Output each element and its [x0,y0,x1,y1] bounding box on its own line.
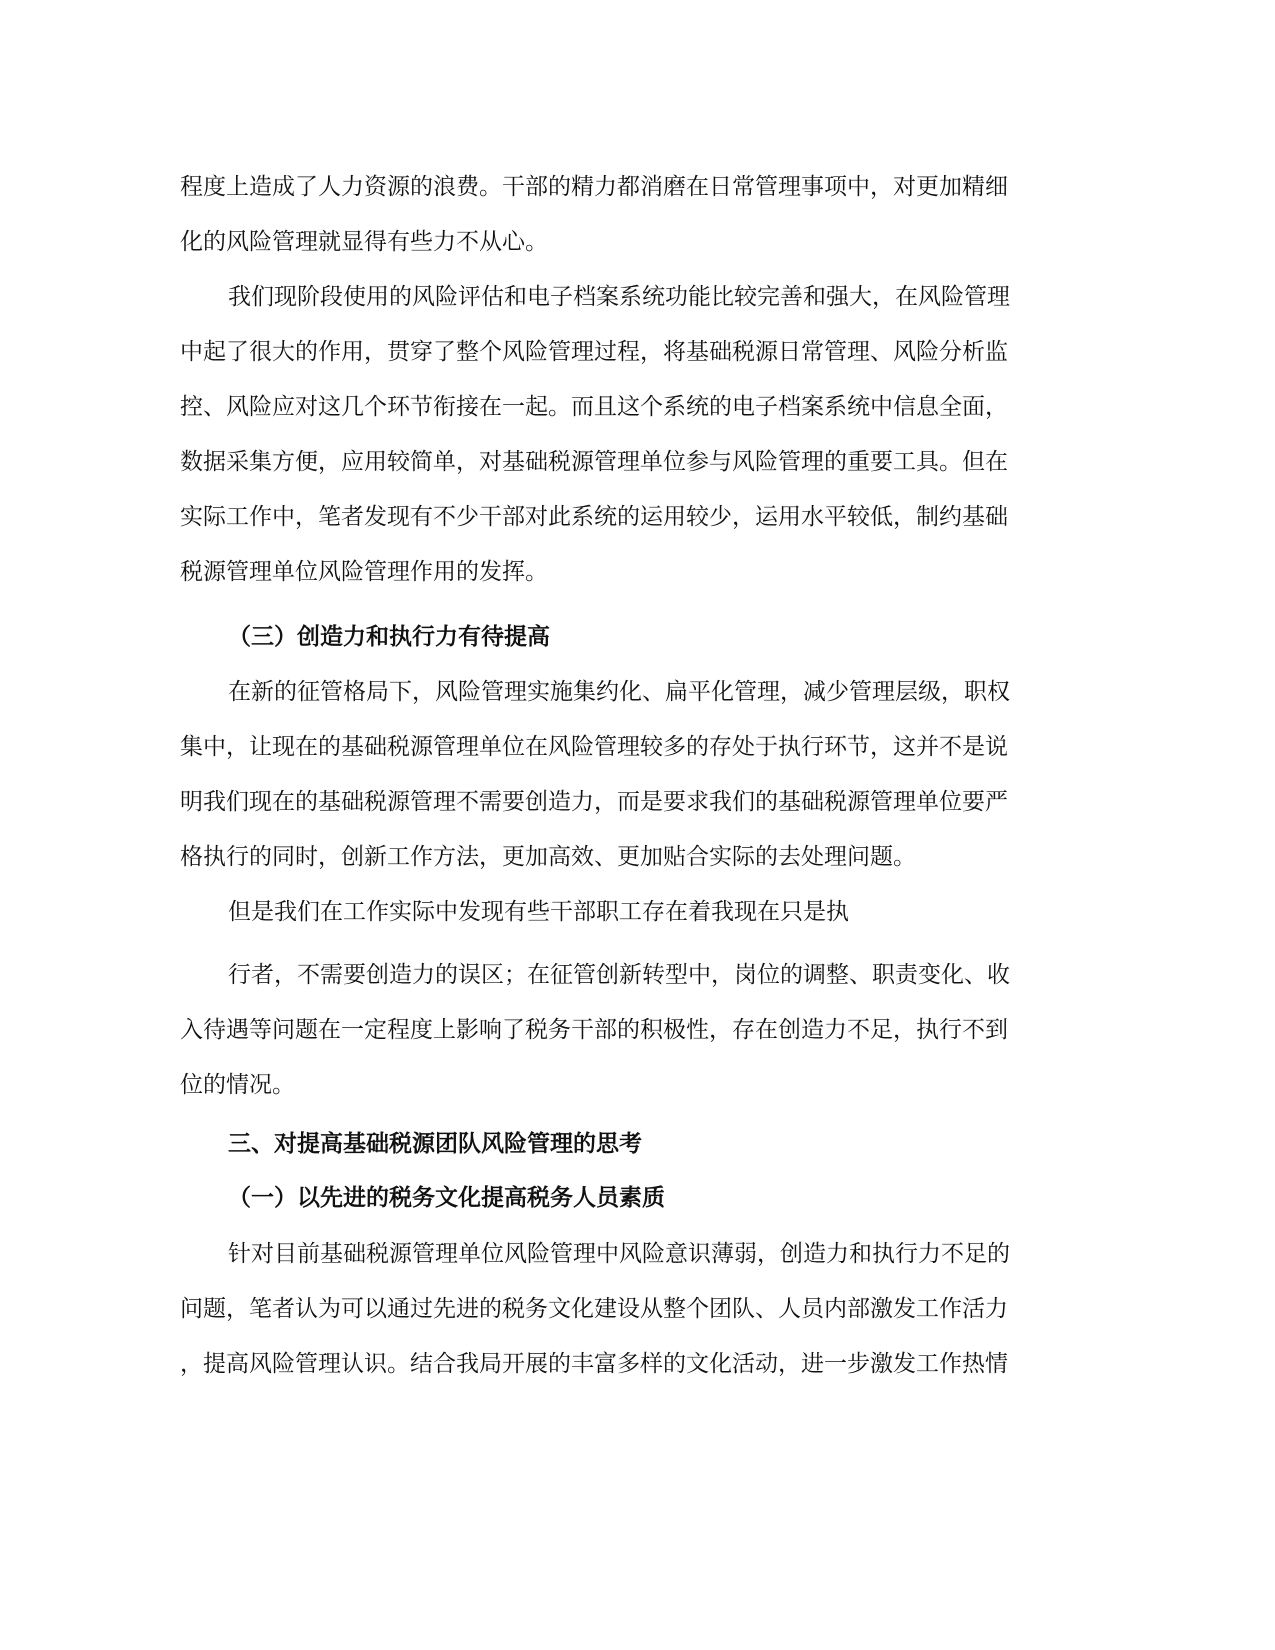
section-heading: （三）创造力和执行力有待提高 [228,623,550,650]
paragraph-line: 税源管理单位风险管理作用的发挥。 [180,559,548,585]
paragraph-line: 针对目前基础税源管理单位风险管理中风险意识薄弱，创造力和执行力不足的 [228,1241,1010,1267]
paragraph-line: 集中，让现在的基础税源管理单位在风险管理较多的存处于执行环节，这并不是说 [180,734,1008,760]
paragraph-line: 数据采集方便，应用较简单，对基础税源管理单位参与风险管理的重要工具。但在 [180,449,1008,475]
paragraph-line: 但是我们在工作实际中发现有些干部职工存在着我现在只是执 [228,899,849,925]
paragraph-line: 格执行的同时，创新工作方法，更加高效、更加贴合实际的去处理问题。 [180,844,916,870]
paragraph-line: 在新的征管格局下，风险管理实施集约化、扁平化管理，减少管理层级，职权 [228,679,1010,705]
paragraph-line: 化的风险管理就显得有些力不从心。 [180,229,548,255]
section-heading: （一）以先进的税务文化提高税务人员素质 [228,1184,665,1211]
paragraph-line: 问题，笔者认为可以通过先进的税务文化建设从整个团队、人员内部激发工作活力 [180,1296,1008,1322]
paragraph-line: 程度上造成了人力资源的浪费。干部的精力都消磨在日常管理事项中，对更加精细 [180,174,1008,200]
paragraph-line: 位的情况。 [180,1072,295,1098]
paragraph-line: 明我们现在的基础税源管理不需要创造力，而是要求我们的基础税源管理单位要严 [180,789,1008,815]
paragraph-line: ，提高风险管理认识。结合我局开展的丰富多样的文化活动，进一步激发工作热情 [180,1351,1008,1377]
paragraph-line: 我们现阶段使用的风险评估和电子档案系统功能比较完善和强大，在风险管理 [228,284,1010,310]
paragraph-line: 中起了很大的作用，贯穿了整个风险管理过程，将基础税源日常管理、风险分析监 [180,339,1008,365]
paragraph-line: 实际工作中，笔者发现有不少干部对此系统的运用较少，运用水平较低，制约基础 [180,504,1008,530]
paragraph-line: 行者，不需要创造力的误区；在征管创新转型中，岗位的调整、职责变化、收 [228,962,1010,988]
paragraph-line: 入待遇等问题在一定程度上影响了税务干部的积极性，存在创造力不足，执行不到 [180,1017,1008,1043]
chapter-heading: 三、对提高基础税源团队风险管理的思考 [228,1130,642,1157]
paragraph-line: 控、风险应对这几个环节衔接在一起。而且这个系统的电子档案系统中信息全面， [180,394,1008,420]
